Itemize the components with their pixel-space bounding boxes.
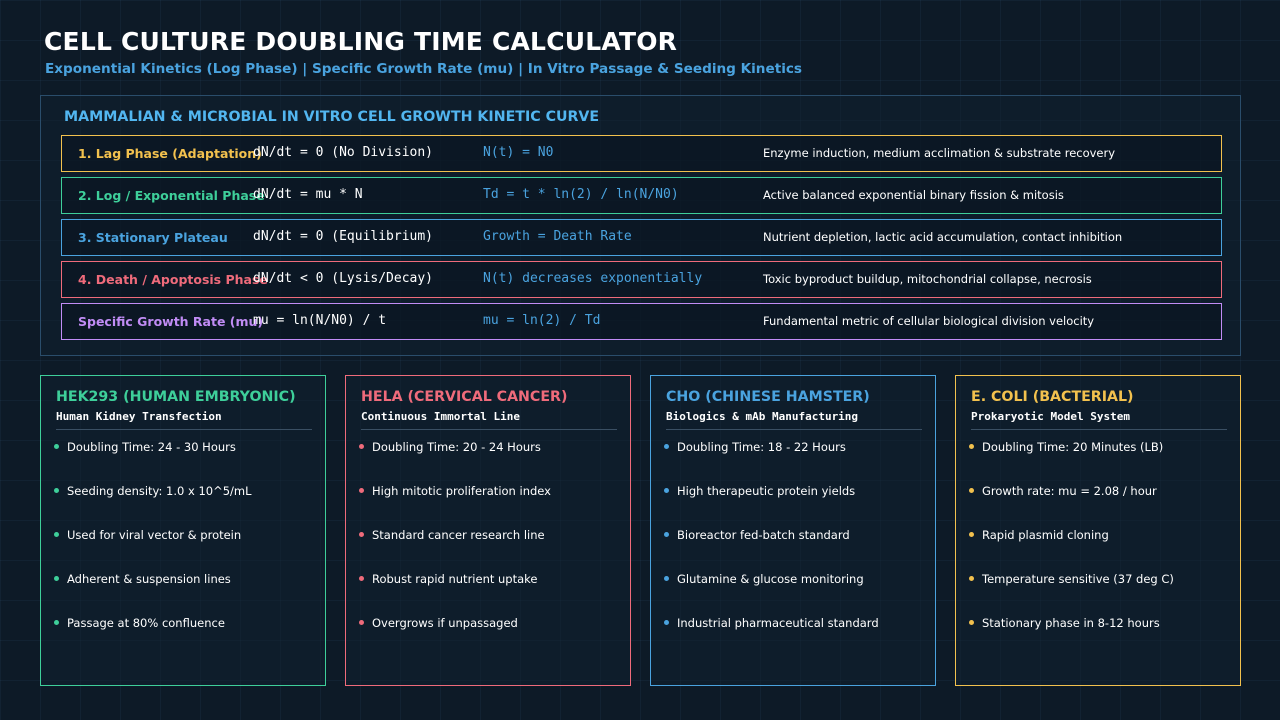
- list-item: [664, 616, 879, 660]
- phase-name: Specific Growth Rate (mu): [78, 314, 264, 329]
- bullet-icon: [969, 620, 974, 625]
- card-title: CHO (CHINESE HAMSTER): [666, 389, 870, 405]
- bullet-icon: [359, 444, 364, 449]
- phase-description: Nutrient depletion, lactic acid accumulation, contact inhibition: [763, 230, 1123, 244]
- list-item-text: Standard cancer research line: [372, 528, 545, 542]
- list-item-text: Robust rapid nutrient uptake: [372, 572, 538, 586]
- phase-row-growth-rate: [61, 303, 1222, 340]
- phase-formula: mu = ln(2) / Td: [483, 313, 601, 328]
- card-title: HELA (CERVICAL CANCER): [361, 389, 568, 405]
- phase-equation: dN/dt = mu * N: [253, 187, 363, 202]
- card-subtitle: Prokaryotic Model System: [971, 410, 1130, 423]
- list-item: [969, 572, 1174, 616]
- phase-row-death: [61, 261, 1222, 298]
- bullet-icon: [969, 532, 974, 537]
- card-list: [359, 440, 551, 660]
- list-item-text: Temperature sensitive (37 deg C): [982, 572, 1174, 586]
- phase-description: Enzyme induction, medium acclimation & substrate recovery: [763, 146, 1116, 160]
- phase-description: Active balanced exponential binary fission & mitosis: [763, 188, 1064, 202]
- phase-description: Toxic byproduct buildup, mitochondrial collapse, necrosis: [763, 272, 1092, 286]
- phase-equation: mu = ln(N/N0) / t: [253, 313, 387, 328]
- cell-line-card-hela: [345, 375, 631, 686]
- list-item-text: Growth rate: mu = 2.08 / hour: [982, 484, 1157, 498]
- card-title: HEK293 (HUMAN EMBRYONIC): [56, 389, 296, 405]
- bullet-icon: [969, 488, 974, 493]
- phase-name: 4. Death / Apoptosis Phase: [78, 272, 268, 287]
- kinetic-panel-title: MAMMALIAN & MICROBIAL IN VITRO CELL GROWTH KINETIC CURVE: [64, 109, 600, 125]
- cell-line-card-cho: [650, 375, 936, 686]
- list-item: [359, 572, 551, 616]
- list-item: [664, 528, 879, 572]
- bullet-icon: [54, 620, 59, 625]
- kinetic-curve-panel: [40, 95, 1241, 356]
- list-item-text: Overgrows if unpassaged: [372, 616, 518, 630]
- list-item-text: Bioreactor fed-batch standard: [677, 528, 850, 542]
- list-item: [969, 528, 1174, 572]
- cell-line-card-hek293: [40, 375, 326, 686]
- bullet-icon: [359, 532, 364, 537]
- bullet-icon: [664, 532, 669, 537]
- phase-formula: Td = t * ln(2) / ln(N/N0): [483, 187, 679, 202]
- phase-formula: N(t) = N0: [483, 145, 554, 160]
- list-item-text: Glutamine & glucose monitoring: [677, 572, 864, 586]
- bullet-icon: [359, 576, 364, 581]
- card-subtitle: Biologics & mAb Manufacturing: [666, 410, 859, 423]
- card-list: [969, 440, 1174, 660]
- list-item: [54, 572, 252, 616]
- bullet-icon: [969, 444, 974, 449]
- phase-row-lag: [61, 135, 1222, 172]
- list-item: [969, 616, 1174, 660]
- card-list: [664, 440, 879, 660]
- list-item-text: Passage at 80% confluence: [67, 616, 225, 630]
- bullet-icon: [664, 576, 669, 581]
- list-item: [359, 484, 551, 528]
- card-divider: [666, 429, 922, 430]
- list-item-text: Rapid plasmid cloning: [982, 528, 1109, 542]
- page-title: CELL CULTURE DOUBLING TIME CALCULATOR: [44, 27, 678, 56]
- phase-equation: dN/dt < 0 (Lysis/Decay): [253, 271, 434, 286]
- bullet-icon: [359, 620, 364, 625]
- list-item-text: High mitotic proliferation index: [372, 484, 551, 498]
- bullet-icon: [54, 576, 59, 581]
- card-divider: [56, 429, 312, 430]
- card-subtitle: Continuous Immortal Line: [361, 410, 520, 423]
- list-item: [54, 616, 252, 660]
- bullet-icon: [664, 444, 669, 449]
- phase-formula: Growth = Death Rate: [483, 229, 632, 244]
- list-item: [664, 484, 879, 528]
- list-item-text: Stationary phase in 8-12 hours: [982, 616, 1160, 630]
- list-item-text: Doubling Time: 20 - 24 Hours: [372, 440, 541, 454]
- list-item: [664, 440, 879, 484]
- phase-description: Fundamental metric of cellular biological division velocity: [763, 314, 1095, 328]
- bullet-icon: [54, 532, 59, 537]
- phase-row-log: [61, 177, 1222, 214]
- card-subtitle: Human Kidney Transfection: [56, 410, 222, 423]
- cell-line-card-ecoli: [955, 375, 1241, 686]
- phase-name: 2. Log / Exponential Phase: [78, 188, 265, 203]
- list-item: [54, 440, 252, 484]
- bullet-icon: [969, 576, 974, 581]
- card-divider: [971, 429, 1227, 430]
- phase-name: 1. Lag Phase (Adaptation): [78, 146, 262, 161]
- page-subtitle: Exponential Kinetics (Log Phase) | Specific Growth Rate (mu) | In Vitro Passage & Seeding Kinetics: [45, 61, 803, 77]
- list-item-text: Adherent & suspension lines: [67, 572, 231, 586]
- card-list: [54, 440, 252, 660]
- phase-formula: N(t) decreases exponentially: [483, 271, 703, 286]
- list-item-text: Doubling Time: 24 - 30 Hours: [67, 440, 236, 454]
- bullet-icon: [54, 488, 59, 493]
- card-divider: [361, 429, 617, 430]
- list-item-text: Used for viral vector & protein: [67, 528, 242, 542]
- phase-name: 3. Stationary Plateau: [78, 230, 228, 245]
- list-item-text: Seeding density: 1.0 x 10^5/mL: [67, 484, 252, 498]
- phase-equation: dN/dt = 0 (No Division): [253, 145, 434, 160]
- list-item: [969, 484, 1174, 528]
- list-item: [969, 440, 1174, 484]
- list-item-text: Doubling Time: 20 Minutes (LB): [982, 440, 1164, 454]
- phase-equation: dN/dt = 0 (Equilibrium): [253, 229, 434, 244]
- list-item: [664, 572, 879, 616]
- bullet-icon: [54, 444, 59, 449]
- list-item: [359, 528, 551, 572]
- bullet-icon: [664, 620, 669, 625]
- card-title: E. COLI (BACTERIAL): [971, 389, 1134, 405]
- list-item-text: Doubling Time: 18 - 22 Hours: [677, 440, 846, 454]
- list-item: [54, 484, 252, 528]
- list-item-text: High therapeutic protein yields: [677, 484, 856, 498]
- list-item-text: Industrial pharmaceutical standard: [677, 616, 879, 630]
- phase-row-stationary: [61, 219, 1222, 256]
- bullet-icon: [664, 488, 669, 493]
- list-item: [54, 528, 252, 572]
- bullet-icon: [359, 488, 364, 493]
- list-item: [359, 440, 551, 484]
- list-item: [359, 616, 551, 660]
